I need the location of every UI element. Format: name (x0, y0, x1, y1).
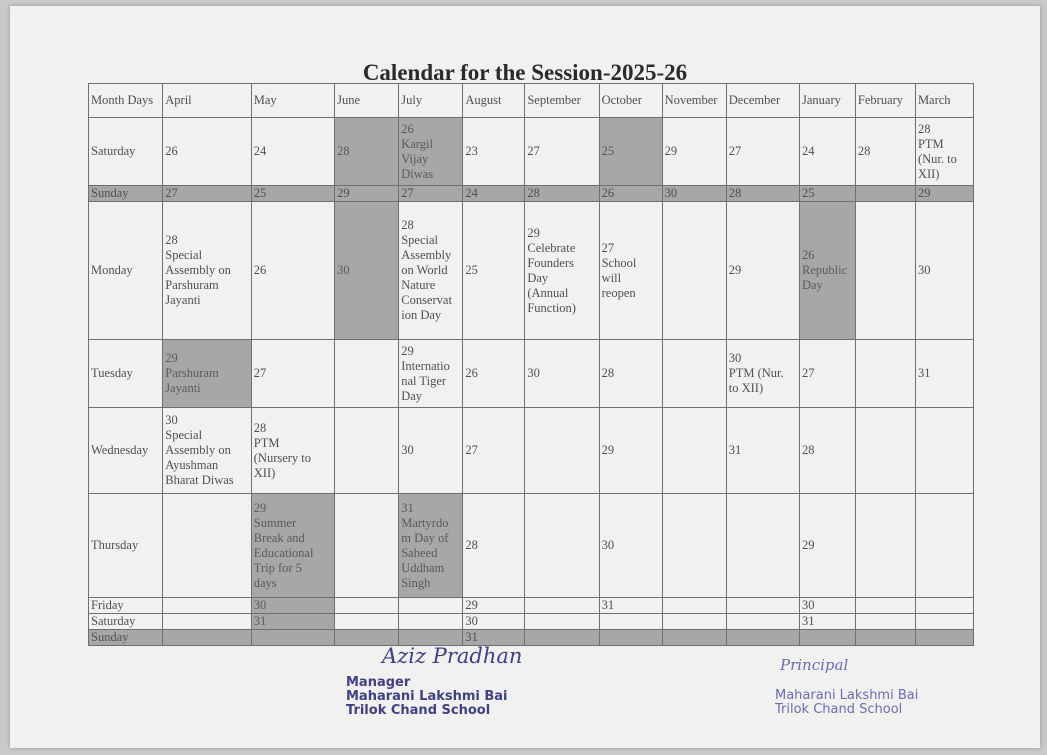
row-label: Monday (89, 202, 163, 340)
day-cell (726, 494, 799, 598)
day-cell: 27 School will reopen (599, 202, 662, 340)
day-cell: 30 PTM (Nur. to XII) (726, 340, 799, 408)
day-cell: 30 (799, 598, 855, 614)
day-cell: 27 (463, 408, 525, 494)
day-cell: 31 (799, 614, 855, 630)
table-row (89, 408, 974, 494)
day-cell: 29 Celebrate Founders Day (Annual Function) (525, 202, 599, 340)
day-cell (163, 494, 252, 598)
day-cell (335, 494, 399, 598)
day-cell: 26 Republic Day (799, 202, 855, 340)
day-cell: 31 (251, 614, 334, 630)
day-cell: 28 PTM (Nur. to XII) (915, 118, 973, 186)
day-cell: 28 (335, 118, 399, 186)
day-cell: 24 (799, 118, 855, 186)
day-cell: 30 (251, 598, 334, 614)
manager-signature: Aziz Pradhan (382, 644, 523, 668)
day-cell (915, 614, 973, 630)
day-cell: 28 (855, 118, 915, 186)
day-cell: 28 (599, 340, 662, 408)
day-cell (599, 630, 662, 646)
day-cell (163, 614, 252, 630)
manager-line-1: Manager (346, 675, 411, 690)
day-cell: 29 Summer Break and Educational Trip for 5 days (251, 494, 334, 598)
day-cell: 29 (799, 494, 855, 598)
day-cell (525, 614, 599, 630)
month-header: May (251, 84, 334, 118)
day-cell (525, 408, 599, 494)
month-header: November (662, 84, 726, 118)
day-cell: 27 (399, 186, 463, 202)
month-header: March (915, 84, 973, 118)
day-cell: 27 (799, 340, 855, 408)
month-header: December (726, 84, 799, 118)
day-cell (662, 630, 726, 646)
day-cell: 29 (599, 408, 662, 494)
day-cell: 26 (163, 118, 252, 186)
day-cell: 29 Parshuram Jayanti (163, 340, 252, 408)
day-cell (251, 630, 334, 646)
day-cell: 29 (726, 202, 799, 340)
month-header: July (399, 84, 463, 118)
day-cell (855, 614, 915, 630)
day-cell (525, 630, 599, 646)
table-row (89, 186, 974, 202)
day-cell (855, 494, 915, 598)
month-header: January (799, 84, 855, 118)
day-cell: 25 (799, 186, 855, 202)
day-cell: 27 (525, 118, 599, 186)
day-cell: 25 (251, 186, 334, 202)
day-cell: 31 Martyrdo m Day of Saheed Uddham Singh (399, 494, 463, 598)
row-label: Thursday (89, 494, 163, 598)
manager-line-3: Trilok Chand School (346, 703, 491, 718)
day-cell (915, 630, 973, 646)
day-cell: 30 (599, 494, 662, 598)
table-row (89, 630, 974, 646)
day-cell (399, 598, 463, 614)
table-row (89, 494, 974, 598)
month-header: September (525, 84, 599, 118)
day-cell (915, 494, 973, 598)
day-cell: 26 (599, 186, 662, 202)
day-cell (726, 614, 799, 630)
day-cell (662, 494, 726, 598)
day-cell: 23 (463, 118, 525, 186)
day-cell (915, 408, 973, 494)
day-cell (525, 494, 599, 598)
day-cell (662, 598, 726, 614)
day-cell: 29 Internatio nal Tiger Day (399, 340, 463, 408)
day-cell: 30 (335, 202, 399, 340)
month-header: June (335, 84, 399, 118)
day-cell: 30 (463, 614, 525, 630)
row-label: Saturday (89, 614, 163, 630)
month-header: February (855, 84, 915, 118)
day-cell (335, 598, 399, 614)
day-cell: 29 (915, 186, 973, 202)
principal-signature-block (775, 689, 918, 717)
month-header: April (163, 84, 252, 118)
day-cell (662, 340, 726, 408)
day-cell (726, 598, 799, 614)
row-label: Tuesday (89, 340, 163, 408)
day-cell (662, 408, 726, 494)
day-cell (855, 202, 915, 340)
principal-line-2: Trilok Chand School (775, 702, 903, 717)
day-cell (799, 630, 855, 646)
day-cell: 30 (399, 408, 463, 494)
row-label: Saturday (89, 118, 163, 186)
day-cell: 26 Kargil Vijay Diwas (399, 118, 463, 186)
day-cell: 30 Special Assembly on Ayushman Bharat Diwas (163, 408, 252, 494)
day-cell: 29 (662, 118, 726, 186)
day-cell: 28 PTM (Nursery to XII) (251, 408, 334, 494)
manager-signature-block (346, 676, 508, 718)
day-cell (855, 630, 915, 646)
header-corner: Month Days (89, 84, 163, 118)
table-row (89, 598, 974, 614)
row-label: Sunday (89, 186, 163, 202)
day-cell: 27 (163, 186, 252, 202)
day-cell: 31 (463, 630, 525, 646)
table-row (89, 202, 974, 340)
day-cell: 30 (525, 340, 599, 408)
day-cell (855, 408, 915, 494)
day-cell (399, 614, 463, 630)
day-cell: 31 (599, 598, 662, 614)
day-cell: 25 (599, 118, 662, 186)
day-cell: 26 (463, 340, 525, 408)
header-row (89, 84, 974, 118)
row-label: Sunday (89, 630, 163, 646)
day-cell: 29 (463, 598, 525, 614)
month-header: August (463, 84, 525, 118)
day-cell (915, 598, 973, 614)
table-row (89, 118, 974, 186)
day-cell: 24 (251, 118, 334, 186)
calendar-sheet (10, 6, 1040, 748)
day-cell: 26 (251, 202, 334, 340)
day-cell: 27 (251, 340, 334, 408)
day-cell: 28 (525, 186, 599, 202)
day-cell: 30 (915, 202, 973, 340)
day-cell (525, 598, 599, 614)
day-cell: 28 (799, 408, 855, 494)
table-row (89, 614, 974, 630)
day-cell: 31 (726, 408, 799, 494)
calendar-table (88, 83, 974, 646)
day-cell (335, 340, 399, 408)
day-cell: 30 (662, 186, 726, 202)
day-cell (662, 614, 726, 630)
day-cell (163, 630, 252, 646)
day-cell (163, 598, 252, 614)
day-cell (599, 614, 662, 630)
row-label: Friday (89, 598, 163, 614)
day-cell: 28 (726, 186, 799, 202)
day-cell (855, 598, 915, 614)
day-cell: 27 (726, 118, 799, 186)
day-cell: 25 (463, 202, 525, 340)
row-label: Wednesday (89, 408, 163, 494)
page-title: Calendar for the Session-2025-26 (362, 60, 688, 85)
day-cell (662, 202, 726, 340)
day-cell: 29 (335, 186, 399, 202)
day-cell: 24 (463, 186, 525, 202)
day-cell: 28 Special Assembly on World Nature Conservat ion Day (399, 202, 463, 340)
principal-line-1: Maharani Lakshmi Bai (775, 688, 919, 703)
month-header: October (599, 84, 662, 118)
day-cell (855, 340, 915, 408)
day-cell (726, 630, 799, 646)
manager-line-2: Maharani Lakshmi Bai (346, 689, 508, 704)
day-cell (335, 408, 399, 494)
principal-signature: Principal (780, 656, 849, 674)
day-cell: 28 Special Assembly on Parshuram Jayanti (163, 202, 252, 340)
day-cell (855, 186, 915, 202)
day-cell (335, 614, 399, 630)
table-row (89, 340, 974, 408)
day-cell: 28 (463, 494, 525, 598)
day-cell: 31 (915, 340, 973, 408)
